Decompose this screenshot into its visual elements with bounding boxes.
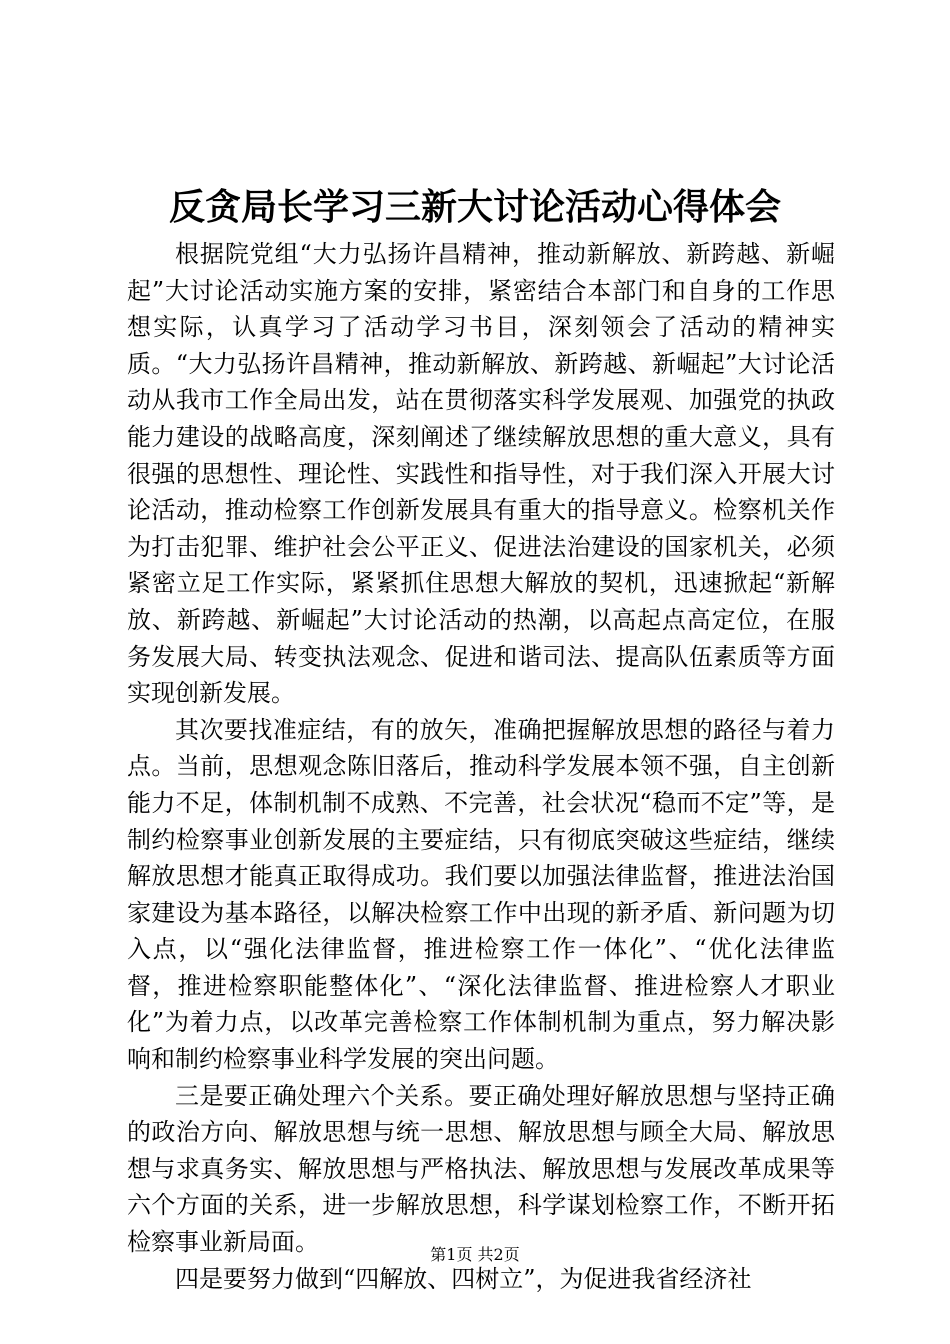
page-number-footer: 第1页 共2页: [430, 1245, 520, 1264]
paragraph-1: 根据院党组“大力弘扬许昌精神，推动新解放、新跨越、新崛起”大讨论活动实施方案的安排，紧密结合本部门和自身的工作思想实际，认真学习了活动学习书目，深刻领会了活动的精神实质。“大力弘扬许昌精神，推动新解放、新跨越、新崛起”大讨论活动从我市工作全局出发，站在贯彻落实科学发展观、加强党的执政能力建设的战略高度，深刻阐述了继续解放思想的重大意义，具有很强的思想性、理论性、实践性和指导性，对于我们深入开展大讨论活动，推动检察工作创新发展具有重大的指导意义。检察机关作为打击犯罪、维护社会公平正义、促进法治建设的国家机关，必须紧密立足工作实际，紧紧抓住思想大解放的契机，迅速掀起“新解放、新跨越、新崛起”大讨论活动的热潮，以高起点高定位，在服务发展大局、转变执法观念、促进和谐司法、提高队伍素质等方面实现创新发展。: [127, 240, 835, 708]
document-title: 反贪局长学习三新大讨论活动心得体会: [168, 186, 781, 228]
paragraph-4: 四是要努力做到“四解放、四树立”，为促进我省经济社: [175, 1264, 752, 1293]
paragraph-2: 其次要找准症结，有的放矢，准确把握解放思想的路径与着力点。当前，思想观念陈旧落后，推动科学发展本领不强，自主创新能力不足，体制机制不成熟、不完善，社会状况“稳而不定”等，是制约检察事业创新发展的主要症结，只有彻底突破这些症结，继续解放思想才能真正取得成功。我们要以加强法律监督，推进法治国家建设为基本路径，以解决检察工作中出现的新矛盾、新问题为切入点，以“强化法律监督，推进检察工作一体化”、“优化法律监督，推进检察职能整体化”、“深化法律监督、推进检察人才职业化”为着力点，以改革完善检察工作体制机制为重点，努力解决影响和制约检察事业科学发展的突出问题。: [127, 715, 835, 1074]
document-body: [127, 236, 835, 1297]
paragraph-3: 三是要正确处理六个关系。要正确处理好解放思想与坚持正确的政治方向、解放思想与统一思想、解放思想与顾全大局、解放思想与求真务实、解放思想与严格执法、解放思想与发展改革成果等六个方面的关系，进一步解放思想，科学谋划检察工作，不断开拓检察事业新局面。: [127, 1081, 835, 1257]
